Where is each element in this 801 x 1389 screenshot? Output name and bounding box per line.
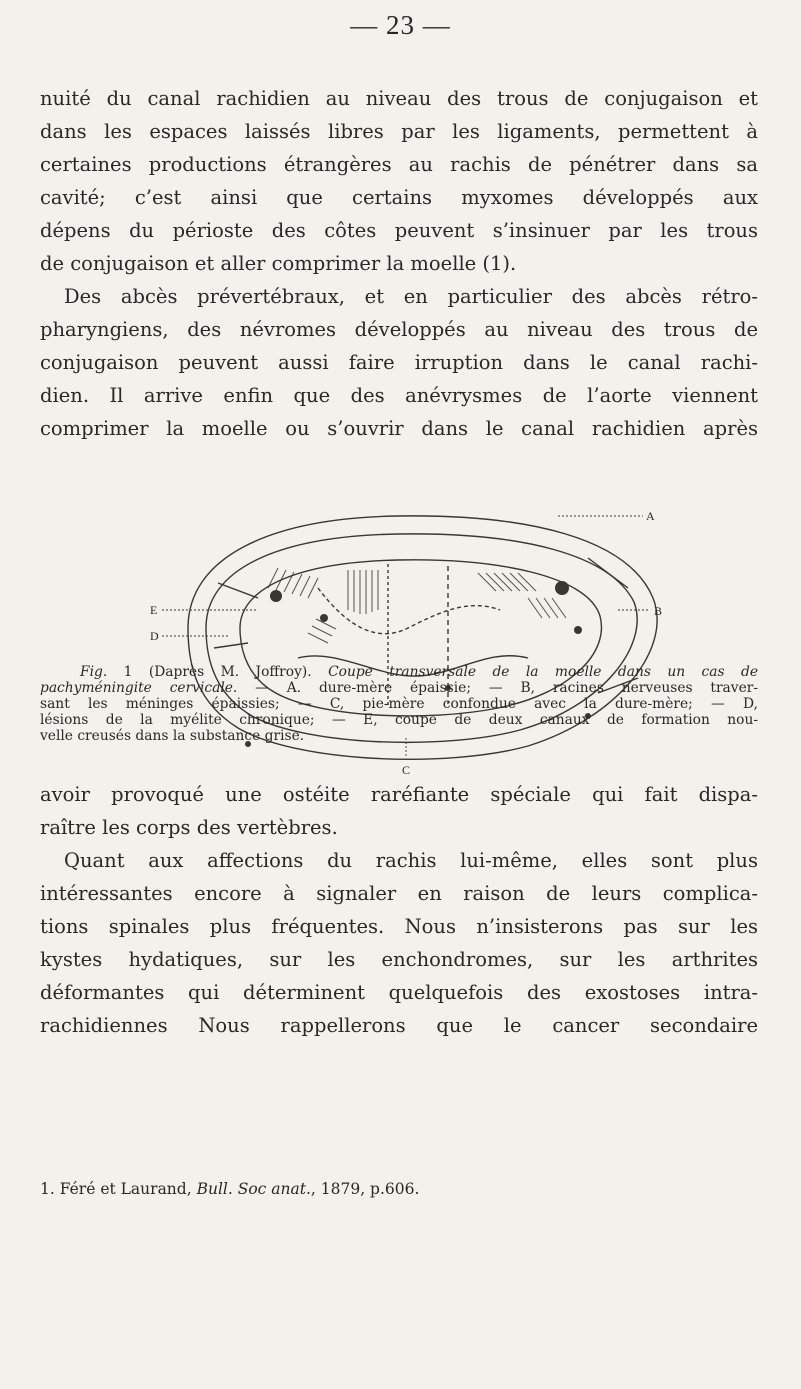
- footnote: [40, 1178, 758, 1200]
- text-line: intéressantes encore à signaler en raison de leurs complica-: [40, 882, 758, 905]
- text-line: avoir provoqué une ostéite raréfiante spéciale qui fait dispa-: [40, 783, 758, 806]
- caption-source: 1 (Daprès M. Joffroy).: [107, 664, 329, 680]
- text-line: conjugaison peuvent aussi faire irruption dans le canal rachi-: [40, 351, 758, 374]
- caption-line: sant les méninges épaissies; — C, pie-mère confondue avec la dure-mère; — D,: [40, 696, 758, 712]
- figure-label-d: D: [150, 629, 159, 643]
- paragraph-top: [40, 82, 758, 445]
- caption-line: lésions de la myélite chronique; — E, coupe de deux canaux de formation nou-: [40, 712, 758, 728]
- caption-line: velle creusés dans la substance grise.: [40, 728, 305, 744]
- caption-fig-label: Fig.: [80, 664, 108, 680]
- figure-label-e: E: [150, 603, 158, 617]
- figure-label-c: C: [402, 763, 411, 777]
- text-line: cavité; c’est ainsi que certains myxomes développés aux: [40, 186, 758, 209]
- text-line: pharyngiens, des névromes développés au niveau des trous de: [40, 318, 758, 341]
- text-line: raître les corps des vertèbres.: [40, 816, 338, 839]
- caption-line: [40, 664, 758, 680]
- text-line: nuité du canal rachidien au niveau des trous de conjugaison et: [40, 87, 758, 110]
- footnote-authors: Féré et Laurand,: [54, 1180, 197, 1198]
- text-line: certaines productions étrangères au rachis de pénétrer dans sa: [40, 153, 758, 176]
- caption-title-cont: pachyméningite cervicale.: [40, 680, 238, 696]
- page-number: — 23 —: [350, 10, 451, 40]
- figure-caption: [40, 664, 758, 744]
- text-line: tions spinales plus fréquentes. Nous n’insisterons pas sur les: [40, 915, 758, 938]
- text-line: rachidiennes Nous rappellerons que le cancer secondaire: [40, 1014, 758, 1037]
- text-line: comprimer la moelle ou s’ouvrir dans le canal rachidien après: [40, 417, 758, 440]
- caption-title: Coupe transversale de la moelle dans un cas de: [328, 664, 758, 680]
- paragraph-bottom: [40, 778, 758, 1042]
- caption-line: [40, 680, 758, 696]
- footnote-reference: , 1879, p.606.: [310, 1180, 420, 1198]
- text-line: Quant aux affections du rachis lui-même, elles sont plus: [64, 849, 758, 872]
- figure-label-a: A: [646, 509, 655, 523]
- footnote-journal: Bull. Soc anat.: [196, 1180, 311, 1198]
- text-line: Des abcès prévertébraux, et en particulier des abcès rétro-: [64, 285, 758, 308]
- figure-label-b: B: [654, 604, 663, 618]
- text-line: kystes hydatiques, sur les enchondromes, sur les arthrites: [40, 948, 758, 971]
- text-line: de conjugaison et aller comprimer la moelle (1).: [40, 252, 517, 275]
- text-line: dans les espaces laissés libres par les ligaments, permettent à: [40, 120, 758, 143]
- text-line: dépens du périoste des côtes peuvent s’insinuer par les trous: [40, 219, 758, 242]
- footnote-number: 1.: [40, 1180, 55, 1198]
- text-line: déformantes qui déterminent quelquefois des exostoses intra-: [40, 981, 758, 1004]
- caption-legend: — A. dure-mère épaissie; — B, racines nerveuses traver-: [237, 680, 758, 696]
- text-line: dien. Il arrive enfin que des anévrysmes de l’aorte viennent: [40, 384, 758, 407]
